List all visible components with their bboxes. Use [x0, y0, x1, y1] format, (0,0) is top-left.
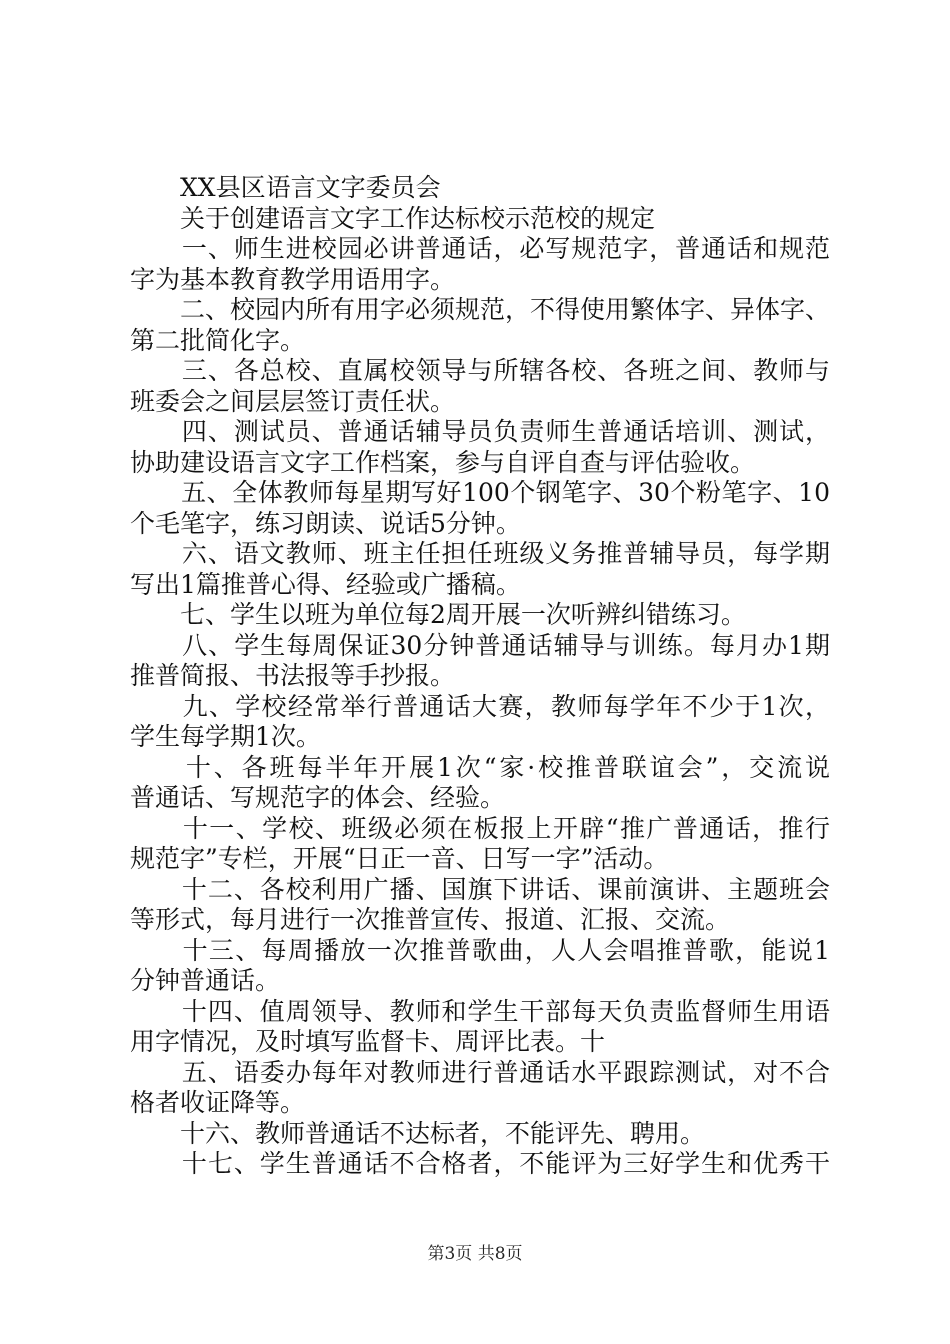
text-line: 个毛笔字，练习朗读、说话5分钟。 [130, 508, 521, 538]
text-line: 班委会之间层层签订责任状。 [130, 386, 456, 416]
text-line: 九、学校经常举行普通话大赛，教师每学年不少于1次， [130, 691, 830, 721]
text-line: 三、各总校、直属校领导与所辖各校、各班之间、教师与 [130, 356, 830, 385]
text-line: 推普简报、书法报等手抄报。 [130, 661, 456, 690]
text-line: 七、学生以班为单位每2周开展一次听辨纠错练习。 [130, 600, 746, 629]
issuer-line: XX县区语言文字委员会 [130, 173, 441, 202]
text-line: 十四、值周领导、教师和学生干部每天负责监督师生用语 [130, 996, 830, 1026]
text-line: 规范字”专栏，开展“日正一音、日写一字”活动。 [130, 844, 669, 873]
text-line: 十、各班每半年开展1次“家·校推普联谊会”，交流说 [130, 752, 830, 782]
text-line: 五、全体教师每星期写好100个钢笔字、30个粉笔字、10 [130, 478, 830, 507]
text-line: 四、测试员、普通话辅导员负责师生普通话培训、测试， [130, 417, 830, 446]
document-title: 关于创建语言文字工作达标校示范校的规定 [130, 203, 656, 233]
page-footer: 第3页 共8页 [427, 1244, 523, 1264]
text-line: 学生每学期1次。 [130, 722, 321, 751]
text-line: 字为基本教育教学用语用字。 [130, 264, 456, 294]
text-line: 写出1篇推普心得、经验或广播稿。 [130, 569, 521, 599]
text-line: 二、校园内所有用字必须规范，不得使用繁体字、异体字、 [130, 295, 831, 324]
text-line: 八、学生每周保证30分钟普通话辅导与训练。每月办1期 [130, 630, 830, 660]
text-line: 分钟普通话。 [130, 966, 281, 995]
text-line: 十七、学生普通话不合格者，不能评为三好学生和优秀干 [130, 1149, 830, 1178]
text-line: 六、语文教师、班主任担任班级义务推普辅导员，每学期 [130, 539, 830, 568]
text-line: 第二批简化字。 [130, 325, 306, 355]
text-line: 十一、学校、班级必须在板报上开辟“推广普通话，推行 [130, 813, 830, 843]
text-line: 用字情况，及时填写监督卡、周评比表。十 [130, 1027, 606, 1056]
text-line: 格者收证降等。 [130, 1088, 306, 1117]
text-line: 普通话、写规范字的体会、经验。 [130, 783, 506, 812]
text-line: 五、语委办每年对教师进行普通话水平跟踪测试，对不合 [130, 1057, 830, 1087]
text-line: 十二、各校利用广播、国旗下讲话、课前演讲、主题班会 [130, 874, 830, 904]
text-line: 协助建设语言文字工作档案，参与自评自查与评估验收。 [130, 447, 756, 477]
text-line: 十三、每周播放一次推普歌曲，人人会唱推普歌，能说1 [130, 935, 830, 965]
text-line: 十六、教师普通话不达标者，不能评先、聘用。 [130, 1118, 706, 1148]
text-line: 一、师生进校园必讲普通话，必写规范字，普通话和规范 [130, 234, 830, 263]
text-line: 等形式，每月进行一次推普宣传、报道、汇报、交流。 [130, 905, 731, 934]
